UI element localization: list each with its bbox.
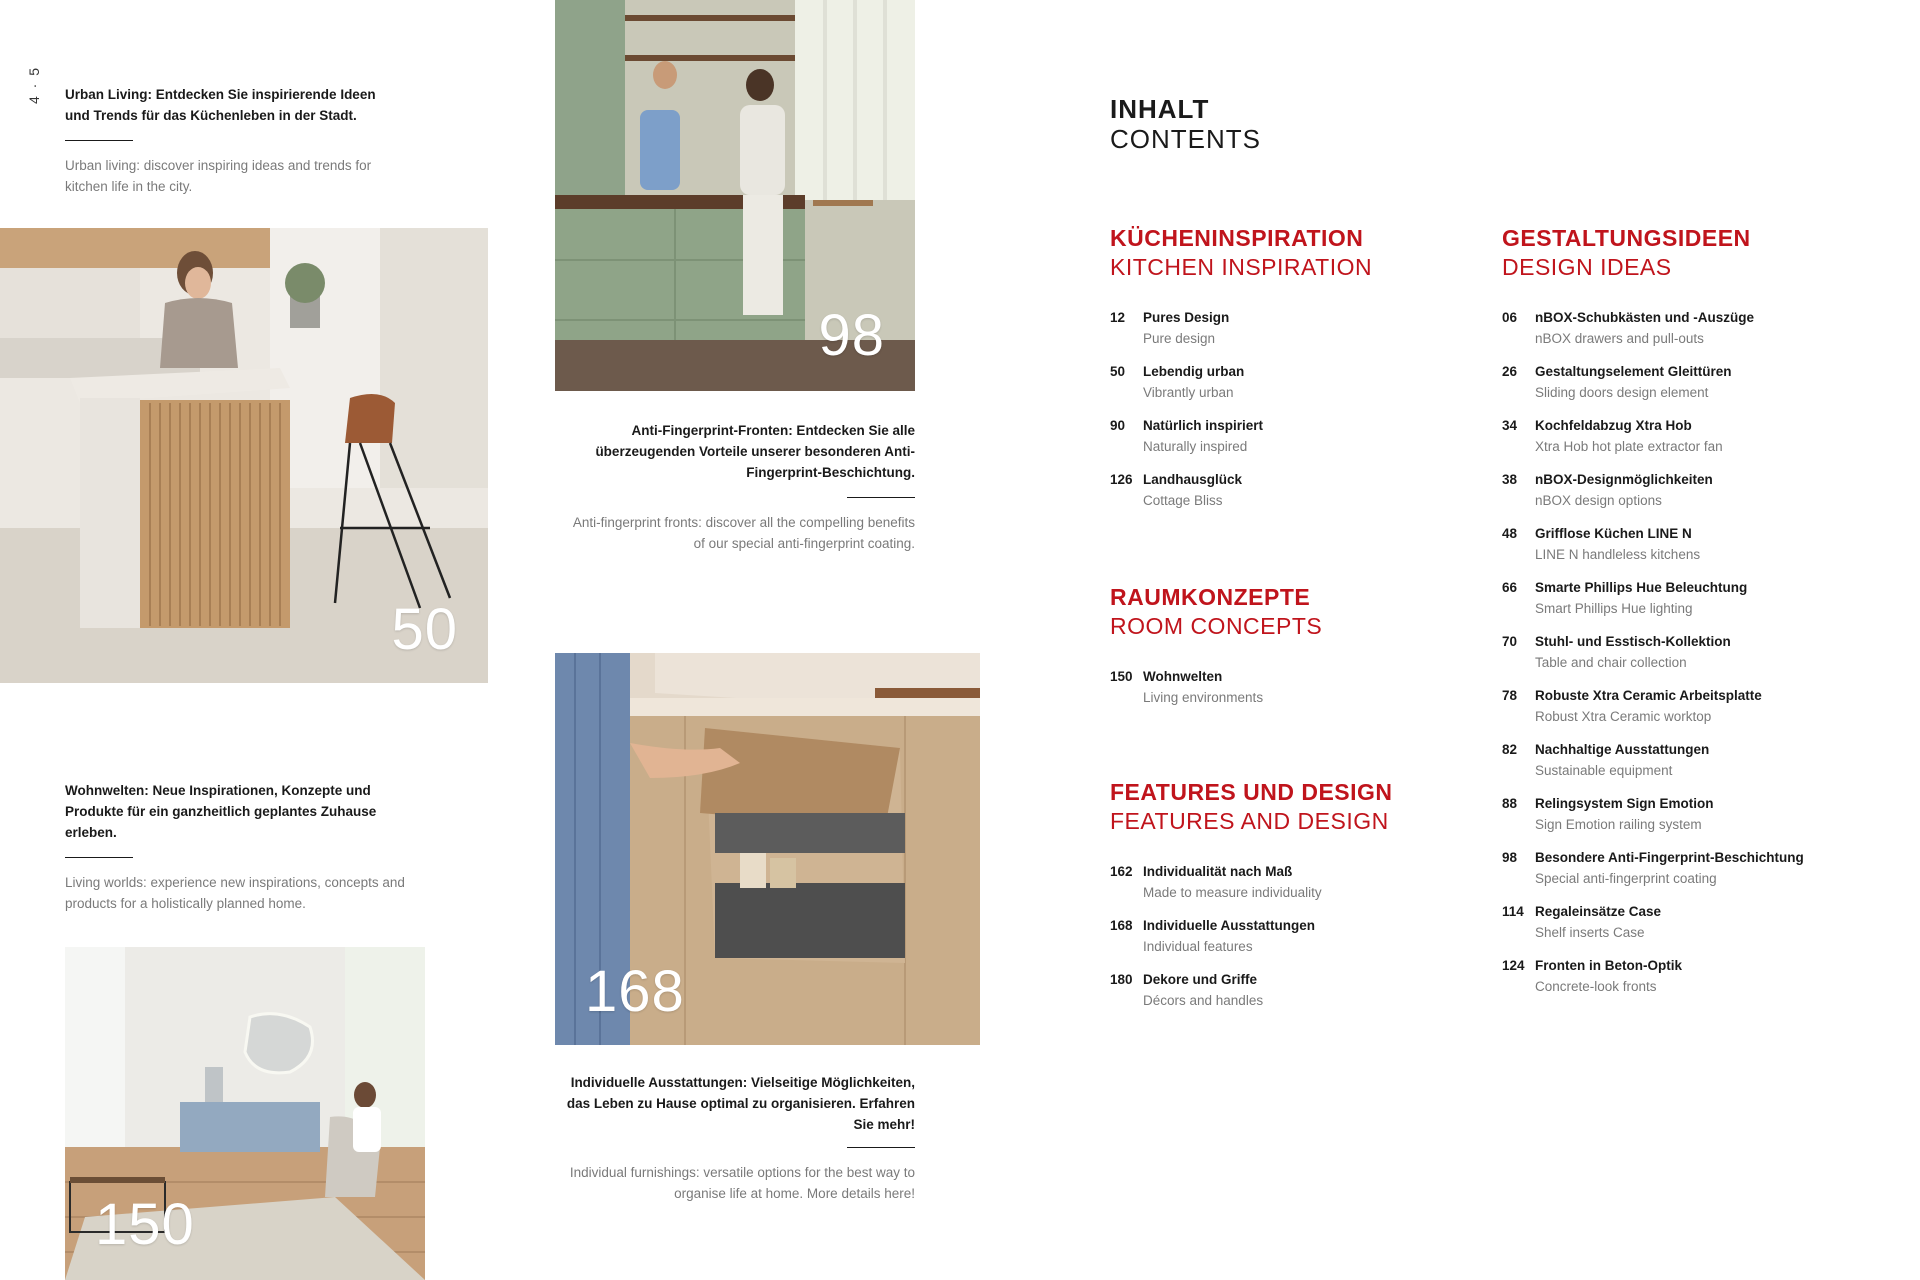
page-number: 4 · 5 xyxy=(26,65,42,104)
caption-divider xyxy=(65,857,133,858)
toc-entry[interactable] xyxy=(1110,864,1393,918)
toc-entry[interactable] xyxy=(1502,796,1751,850)
entry-title-de: Relingsystem Sign Emotion xyxy=(1535,796,1714,811)
entry-title-en: Naturally inspired xyxy=(1143,439,1248,454)
entry-page: 48 xyxy=(1502,526,1518,541)
entry-title-en: Concrete-look fronts xyxy=(1535,979,1657,994)
entry-page: 90 xyxy=(1110,418,1126,433)
entry-title-en: nBOX design options xyxy=(1535,493,1662,508)
entry-page: 168 xyxy=(1110,918,1133,933)
photo-kitchen-island[interactable] xyxy=(0,228,488,683)
photo-drawer[interactable] xyxy=(555,653,980,1045)
entry-title-de: Nachhaltige Ausstattungen xyxy=(1535,742,1710,757)
entry-title-de: Regaleinsätze Case xyxy=(1535,904,1662,919)
toc-entry-list xyxy=(1502,310,1804,1012)
section-title-en: KITCHEN INSPIRATION xyxy=(1110,254,1373,280)
entry-title-de: Gestaltungselement Gleittüren xyxy=(1535,364,1732,379)
toc-section-design-ideas xyxy=(1502,224,1804,1012)
entry-page: 180 xyxy=(1110,972,1133,987)
caption-individual-furnishings xyxy=(555,1072,915,1204)
entry-title-en: nBOX drawers and pull-outs xyxy=(1535,331,1704,346)
toc-entry[interactable] xyxy=(1502,310,1755,364)
entry-page: 12 xyxy=(1110,310,1126,325)
toc-entry[interactable] xyxy=(1502,742,1751,796)
entry-page: 26 xyxy=(1502,364,1518,379)
entry-page: 88 xyxy=(1502,796,1518,811)
caption-en: Individual furnishings: versatile options for the best way to organise life at home. More details here! xyxy=(569,1165,915,1201)
photo-page-number: 150 xyxy=(95,1192,195,1257)
toc-entry[interactable] xyxy=(1110,418,1372,472)
toc-entry[interactable] xyxy=(1110,972,1393,1026)
photo-page-number: 168 xyxy=(585,959,685,1024)
caption-de: Urban Living: Entdecken Sie inspirierende Ideen und Trends für das Küchenleben in der Stadt. xyxy=(65,87,376,123)
entry-title-en: Robust Xtra Ceramic worktop xyxy=(1535,709,1712,724)
entry-title-en: Individual features xyxy=(1143,939,1253,954)
entry-page: 66 xyxy=(1502,580,1518,595)
entry-title-en: Table and chair collection xyxy=(1535,655,1687,670)
entry-title-en: Sign Emotion railing system xyxy=(1535,817,1702,832)
caption-en: Anti-fingerprint fronts: discover all the compelling benefits of our special anti-fingerprint coating. xyxy=(572,515,915,551)
caption-divider xyxy=(847,497,915,498)
toc-entry[interactable] xyxy=(1110,310,1372,364)
toc-entry[interactable] xyxy=(1502,364,1751,418)
section-title-de: GESTALTUNGSIDEEN xyxy=(1502,225,1751,251)
entry-title-de: Dekore und Griffe xyxy=(1143,972,1258,987)
toc-entry[interactable] xyxy=(1110,472,1372,526)
toc-entry[interactable] xyxy=(1110,669,1322,723)
entry-page: 78 xyxy=(1502,688,1518,703)
caption-de: Individuelle Ausstattungen: Vielseitige Möglichkeiten, das Leben zu Hause optimal zu organisieren. Erfahren Sie mehr! xyxy=(566,1075,915,1132)
section-title-de: KÜCHENINSPIRATION xyxy=(1110,225,1364,251)
section-title-en: ROOM CONCEPTS xyxy=(1110,613,1323,639)
toc-section-room-concepts xyxy=(1110,583,1322,723)
entry-title-de: nBOX-Schubkästen und -Auszüge xyxy=(1535,310,1755,325)
entry-page: 82 xyxy=(1502,742,1518,757)
toc-section-kitchen-inspiration xyxy=(1110,224,1372,526)
entry-title-de: Landhausglück xyxy=(1143,472,1243,487)
toc-section-features-design xyxy=(1110,778,1393,1026)
caption-urban-living xyxy=(65,84,385,197)
entry-title-en: Sustainable equipment xyxy=(1535,763,1673,778)
toc-entry[interactable] xyxy=(1110,364,1372,418)
entry-title-de: Pures Design xyxy=(1143,310,1230,325)
entry-title-en: Xtra Hob hot plate extractor fan xyxy=(1535,439,1723,454)
entry-title-de: Smarte Phillips Hue Beleuchtung xyxy=(1535,580,1748,595)
toc-heading xyxy=(1110,94,1261,154)
toc-title-en: CONTENTS xyxy=(1110,124,1261,154)
entry-title-en: Cottage Bliss xyxy=(1143,493,1223,508)
entry-page: 124 xyxy=(1502,958,1525,973)
entry-title-en: Made to measure individuality xyxy=(1143,885,1322,900)
entry-title-en: Living environments xyxy=(1143,690,1264,705)
toc-entry-list xyxy=(1110,864,1393,1026)
entry-title-en: Special anti-fingerprint coating xyxy=(1535,871,1717,886)
section-title-en: FEATURES AND DESIGN xyxy=(1110,808,1389,834)
entry-title-en: Vibrantly urban xyxy=(1143,385,1234,400)
entry-title-de: Individuelle Ausstattungen xyxy=(1143,918,1316,933)
photo-page-number: 50 xyxy=(391,597,458,662)
caption-en: Urban living: discover inspiring ideas and trends for kitchen life in the city. xyxy=(65,158,372,194)
entry-page: 162 xyxy=(1110,864,1133,879)
section-title-de: RAUMKONZEPTE xyxy=(1110,584,1311,610)
caption-en: Living worlds: experience new inspirations, concepts and products for a holistically planned home. xyxy=(65,875,405,911)
entry-title-en: Smart Phillips Hue lighting xyxy=(1535,601,1693,616)
section-title-de: FEATURES UND DESIGN xyxy=(1110,779,1393,805)
toc-entry-list xyxy=(1110,669,1322,723)
entry-title-de: Individualität nach Maß xyxy=(1143,864,1293,879)
entry-title-de: Robuste Xtra Ceramic Arbeitsplatte xyxy=(1535,688,1762,703)
toc-entry[interactable] xyxy=(1502,958,1751,1012)
entry-page: 98 xyxy=(1502,850,1518,865)
caption-divider xyxy=(65,140,133,141)
caption-divider xyxy=(847,1147,915,1148)
toc-entry[interactable] xyxy=(1502,688,1762,742)
toc-entry[interactable] xyxy=(1502,580,1751,634)
toc-entry[interactable] xyxy=(1110,918,1393,972)
entry-title-en: Décors and handles xyxy=(1143,993,1264,1008)
toc-entry[interactable] xyxy=(1502,850,1804,904)
entry-title-de: Wohnwelten xyxy=(1143,669,1223,684)
photo-green-kitchen[interactable] xyxy=(555,0,915,391)
entry-title-en: Sliding doors design element xyxy=(1535,385,1709,400)
toc-entry[interactable] xyxy=(1502,418,1751,472)
section-title-en: DESIGN IDEAS xyxy=(1502,254,1672,280)
toc-entry[interactable] xyxy=(1502,634,1751,688)
entry-page: 126 xyxy=(1110,472,1133,487)
entry-page: 06 xyxy=(1502,310,1518,325)
entry-title-de: Kochfeldabzug Xtra Hob xyxy=(1535,418,1692,433)
entry-page: 70 xyxy=(1502,634,1518,649)
toc-entry[interactable] xyxy=(1502,526,1751,580)
entry-title-en: Pure design xyxy=(1143,331,1216,346)
toc-entry[interactable] xyxy=(1502,472,1751,526)
photo-page-number: 98 xyxy=(818,303,885,368)
caption-anti-fingerprint xyxy=(560,420,915,554)
photo-living-room[interactable] xyxy=(65,947,425,1280)
entry-page: 150 xyxy=(1110,669,1133,684)
entry-page: 34 xyxy=(1502,418,1518,433)
entry-title-en: Shelf inserts Case xyxy=(1535,925,1645,940)
entry-title-de: Lebendig urban xyxy=(1143,364,1245,379)
entry-title-de: Fronten in Beton-Optik xyxy=(1535,958,1682,973)
entry-page: 114 xyxy=(1502,904,1524,919)
entry-title-de: nBOX-Designmöglichkeiten xyxy=(1535,472,1713,487)
toc-entry[interactable] xyxy=(1502,904,1751,958)
entry-title-en: LINE N handleless kitchens xyxy=(1535,547,1701,562)
entry-title-de: Besondere Anti-Fingerprint-Beschichtung xyxy=(1535,850,1804,865)
caption-de: Wohnwelten: Neue Inspirationen, Konzepte und Produkte für ein ganzheitlich geplantes Zuhause erleben. xyxy=(65,783,377,840)
entry-title-de: Stuhl- und Esstisch-Kollektion xyxy=(1535,634,1731,649)
entry-title-de: Grifflose Küchen LINE N xyxy=(1535,526,1692,541)
toc-title-de: INHALT xyxy=(1110,94,1210,124)
caption-de: Anti-Fingerprint-Fronten: Entdecken Sie alle überzeugenden Vorteile unserer besonderen Anti-Fingerprint-Beschichtung. xyxy=(595,423,915,480)
entry-title-de: Natürlich inspiriert xyxy=(1143,418,1264,433)
caption-living-worlds xyxy=(65,780,405,914)
entry-page: 38 xyxy=(1502,472,1518,487)
entry-page: 50 xyxy=(1110,364,1126,379)
toc-entry-list xyxy=(1110,310,1372,526)
